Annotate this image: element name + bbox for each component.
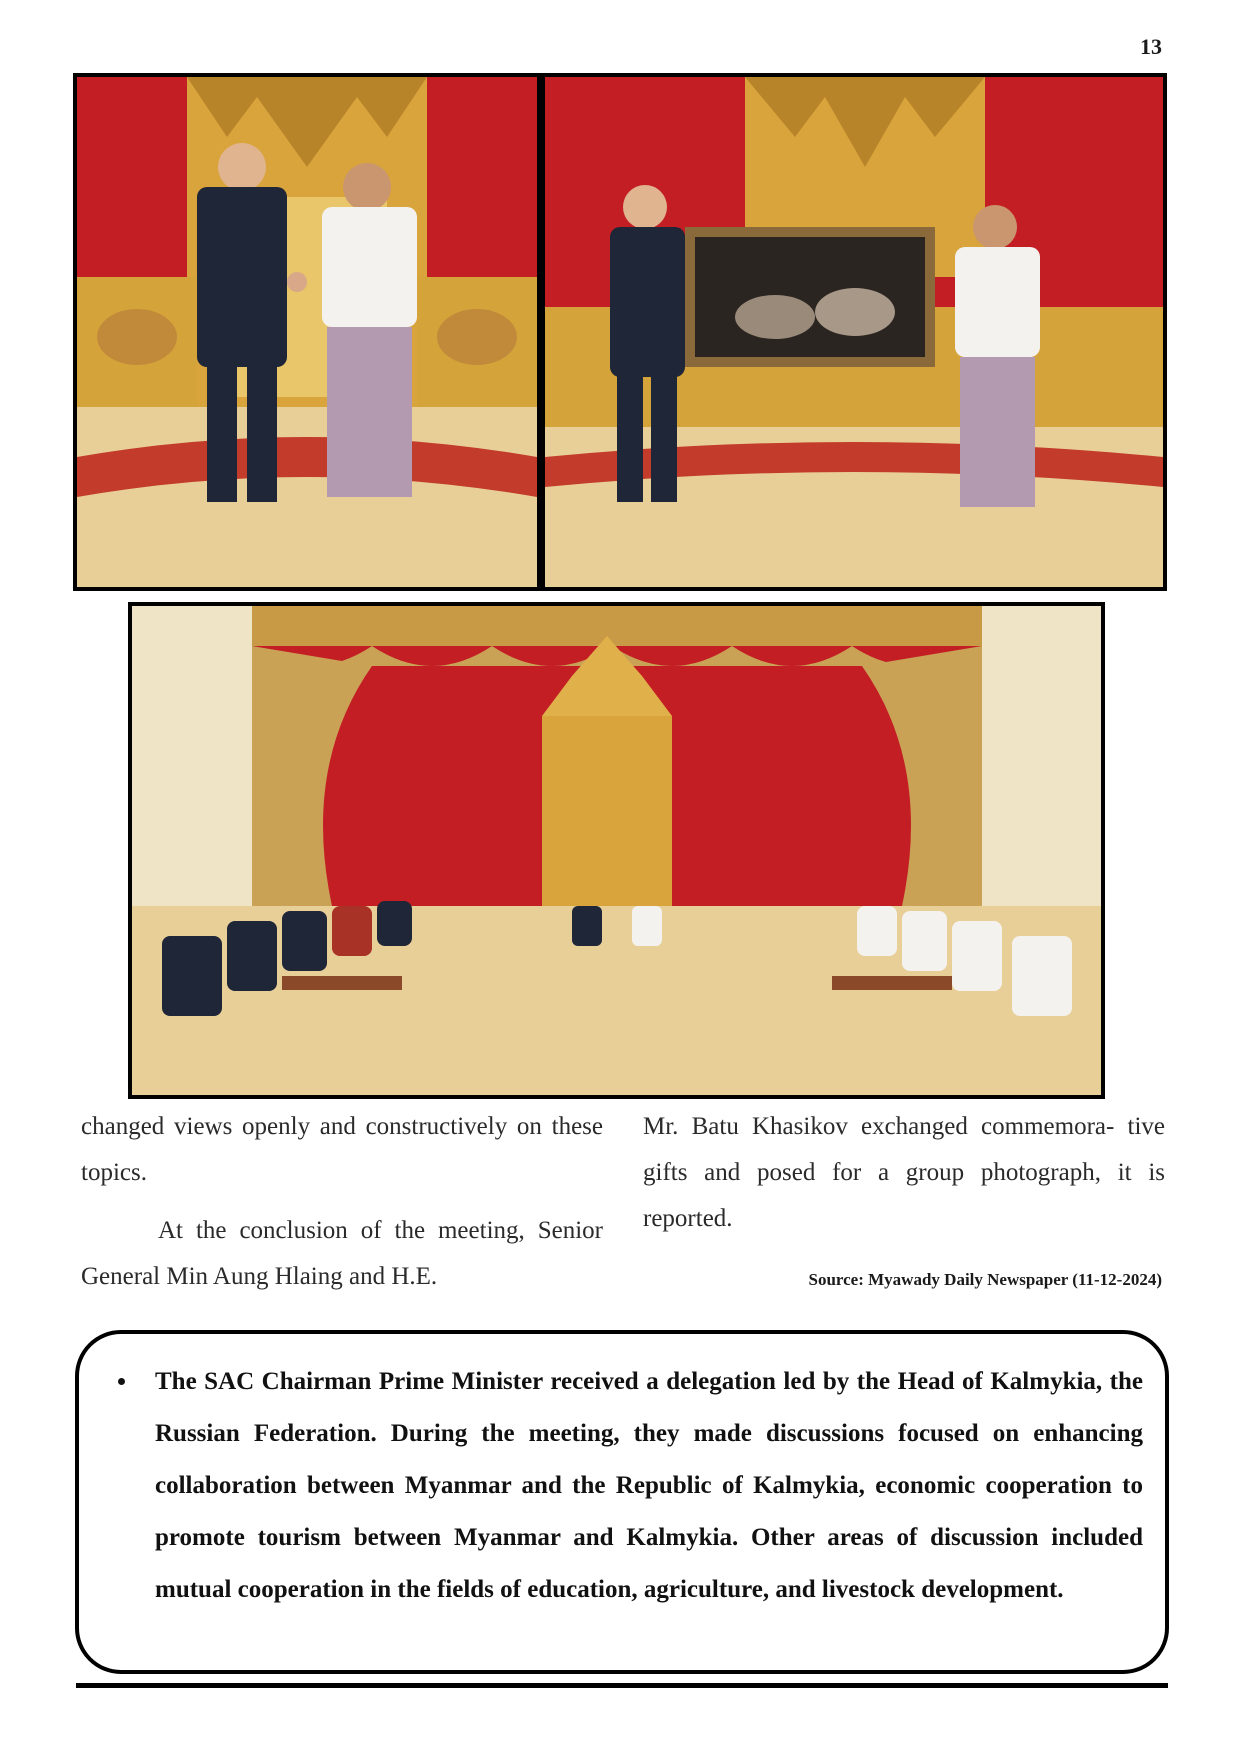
article-paragraph: At the conclusion of the meeting, Senior General Min Aung Hlaing and H.E. [81,1217,603,1290]
photo-handshake [73,73,541,591]
article-paragraph: Mr. Batu Khasikov exchanged commemora- tive gifts and posed for a group photograph, it is reported. [643,1113,1165,1232]
article-paragraph: changed views openly and constructively on these topics. [81,1113,603,1186]
photo-meeting-hall [128,602,1105,1099]
article-right-column [643,1104,1165,1242]
photo-gift-exchange [541,73,1167,591]
summary-bullet: • The SAC Chairman Prime Minister received a delegation led by the Head of Kalmykia, the Russian Federation. During the meeting, they made discussions focused on enhancing collaboration between Myanmar and the Republic of Kalmykia, economic cooperation to promote tourism between Myanmar and Kalmykia. Other areas of discussion included mutual cooperation in the fields of education, agriculture, and livestock development. [139,1356,1143,1616]
summary-box [75,1330,1169,1674]
page-number: 13 [1140,34,1162,59]
source-citation: Source: Myawady Daily Newspaper (11-12-2024) [808,1270,1162,1289]
article-left-column [81,1104,603,1300]
bottom-rule [76,1683,1168,1688]
